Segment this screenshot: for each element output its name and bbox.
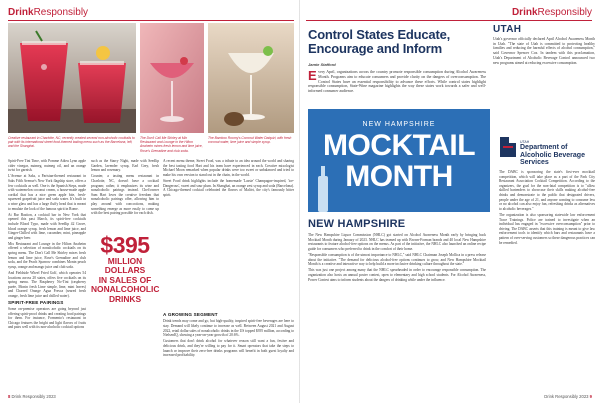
utah-body <box>499 170 595 245</box>
paragraph: Mix Restaurant and Lounge in the Hilton Anaheim offered a selection of nonalcoholic cocktails on its spring menu. The Don't Call Me Shirley mixes fresh lemon and lime juice, Rose's Grenadine and club soda, and the Peach Sparrow combines Monin peach syrup, orange and mango juice and club soda. <box>8 241 86 269</box>
drop-cap: E <box>308 68 317 83</box>
paragraph: Counter, a tasting menu restaurant in Charlotte, NC, doesn't have a cocktail program; rather, it emphasizes its wine and nonalcoholic pairings instead. Chef/owner Sam Hart loves the creative freedom that nonalcoholic pairings offer, allowing him to play around with concoctions, making something emerge as more easily to come up with the best pairing possible for each dish. <box>91 174 159 216</box>
stat-line-1: MILLION DOLLARS <box>104 256 146 276</box>
dabc-name-line-2: Alcoholic Beverage Services <box>520 151 585 167</box>
month-word: MONTH <box>345 160 453 193</box>
subhead-growing-segment: A GROWING SEGMENT <box>163 312 218 317</box>
paragraph: This was just one project among many that the NHLC spearheaded in order to encourage responsible consumption. The organization also hosts an annual poster contest, open to elementary and high school students. For Alcohol Awareness, Power Contest aims to inform students about the dangers of drinking while under the influence. <box>308 268 486 282</box>
header-brand-bold: Drink <box>8 7 34 18</box>
header-rule <box>8 20 294 21</box>
paragraph: such as the Starry Night, made with Seedlip Garden, lavender syrup, Earl Grey, fresh lemon and rosemary. <box>91 159 159 173</box>
page-number: 8 <box>8 394 11 399</box>
stat-line-2: IN SALES OF <box>98 274 152 285</box>
paragraph: Some on-premise operators are going beyond just offering spirit-proof drinks and creating food pairings for them. For instance, Formento's restaurant in Chicago features the bright and light flavors of fruits and pairs well with its non-alcoholic cocktail options <box>8 306 86 330</box>
left-column-2 <box>91 159 159 231</box>
section-heading-new-hampshire: NEW HAMPSHIRE <box>308 218 406 230</box>
page-folio-right <box>544 394 592 399</box>
paragraph: A recent menu theme, Street Food, was a tribute to an idea around the world and sharing the best tasting food Hart and his team have experienced in each. Creative mixologist Michael Moon remarked when popular drinks were too sweet or unbalanced and tried to make his own version to stand out in the chain, in the world. <box>163 159 294 177</box>
paragraph: Customers that don't drink alcohol for whatever reason still want a fun, festive and delicious drink, and they're willing to pay for it. Smart operators that take the steps to launch or improve their zero-free drinks programs will benefit in both guest loyalty and increased profitability. <box>163 339 294 358</box>
right-page <box>300 0 600 403</box>
paragraph: "Responsible consumption is of the utmost importance to NHLC," said NHLC Chairman Joseph Mollica in a press release about the initiative. "The demand for delicious alcohol-free options continues to grow, and New Hampshire Mocktail Month is a creative and interactive way to help build a more inclusive drinking culture throughout the state." <box>308 252 486 267</box>
folio-label: Drink Responsibly 2023 <box>11 394 56 399</box>
sales-stat-callout <box>91 233 159 307</box>
dabc-name-line-1: Department of <box>520 144 568 151</box>
paragraph: At Bar Bastion, a cocktail bar in New York that opened this past March, its spirit-free cocktails include Blood Typo, made with Seedlip 42 Grove, blood orange syrup, fresh lemon and lime juice, and Ginger-Chilled with lime, cucumber, mint, pineapple and ginger beer. <box>8 212 86 240</box>
left-column-1 <box>8 159 86 332</box>
page-header <box>8 7 88 18</box>
utah-intro: Utah's governor officially declared April Alcohol Awareness Month in Utah. "The state of Utah is committed to protecting healthy families and reducing the harmful effects of alcohol consumption," said Governor Spencer Cox. In tandem with this proclamation, Utah's Department of Alcoholic Beverage Control announced two new programs aimed at reducing excessive consumption. <box>493 37 595 65</box>
stat-line-4: DRINKS <box>108 293 142 304</box>
folio-label: Drink Responsibly 2023 <box>544 394 589 399</box>
mocktail-month-graphic <box>308 109 490 212</box>
section-heading-utah: UTAH <box>493 24 522 35</box>
stat-line-3: NONALCOHOLIC <box>91 284 160 295</box>
paragraph: L'Avenue at Saks, a Parisian-themed restaurant in Saks Fifth Avenue's New York flagship store, offers a few cocktails as well. One is the Spanish Steps, made with watermelon coconut cream, a house-made apple cordial that has a nice green apple bite, fresh-squeezed grapefruit juice and soda water. It's built in a wine glass and has a large fluffy head that is meant to emulate the look of the famous spirit in Rome. <box>8 174 86 211</box>
cocktail-photo-coconut <box>208 23 294 133</box>
paragraph: The New Hampshire Liquor Commission (NHLC) got started on Alcohol Awareness Month early by bringing back Mocktail Month during January of 2023. NHLC has teamed up with Brown-Forman brands and 40 local New Hampshire restaurants to feature alcohol-free options on the menus. As part of the initiative, the NHLC also launched an online recipe guide for consumers who preferred to drink in the comfort of their home. <box>308 233 486 251</box>
article-intro <box>308 70 486 94</box>
photo-caption-3: The Bamboo Roomy's Coconut Water Daiquiri, with fresh coconut water, lime juice and simple syrup. <box>208 136 292 145</box>
intro-text: very April, organizations across the country promote responsible consumption during Alcohol Awareness Month. Programs aim to educate consumers and provide clarity on the dangers of overconsumption. The Control States have an essential responsibility to advance these efforts. While control states highlight responsible consumption, State-Wine magazine highlights the way these states work towards a safer and well-informed consumer audience. <box>308 70 486 94</box>
header-brand-light: Responsibly <box>33 7 89 18</box>
paragraph: Spirit-Free Tini Time, with Pomme Adieu Lynn apple cider vinegar, nutmeg, nutmeg oil, and an orange twist for garnish. <box>8 159 86 173</box>
mocktail-state: NEW HAMPSHIRE <box>362 121 436 128</box>
left-column-3 <box>163 159 294 199</box>
photo-caption-2: The Don't Call Me Shirley at Mix Restaurant and Lounge in the Hilton Anaheim mixes fresh lemon and lime juice, Rose's Grenadine and club soda. <box>140 136 203 153</box>
subhead-spirit-free-pairings: SPIRIT-FREE PAIRINGS <box>8 299 64 305</box>
article-byline: Jamie Stafford <box>308 62 336 67</box>
paragraph: And Fieldside Wheel Fried Golf, which operates 54 locations across 20 states, offers five cocktails on its spring menu. The Raspberry No-Tini (raspberry purée, Monin fresh Lime simple, lime, mint leaves) and Charred Orange Agua Fresca (seared fresh orange, fresh lime juice and chilled water). <box>8 271 86 298</box>
new-hampshire-body <box>308 233 486 282</box>
header-rule <box>306 20 592 21</box>
dabc-name <box>520 144 595 167</box>
page-header <box>512 7 592 18</box>
cocktail-photo-pink <box>140 23 204 133</box>
photo-caption-1: Creative restaurant in Charlotte, NC, recently created several non-alcoholic cocktails to pair with its international street food-themed tasting menu such as the Barcelona, left, and the Shanghai. <box>8 136 135 149</box>
page-folio-left <box>8 394 56 399</box>
dabc-logo-block <box>499 134 595 166</box>
article-title: Control States Educate, Encourage and Inform <box>308 27 451 57</box>
utah-state-icon <box>499 136 517 158</box>
paragraph: The organization is also sponsoring statewide law enforcement Trace Trainings. Police are trained to investigate when an individual has engaged in "excessive overconsumption" prior to driving. The DABC asserts that this training is meant to give law enforcement tools to identify which bars and restaurants have a pattern of over-serving customers so these dangerous practices can be remedied. <box>499 212 595 245</box>
left-column-4 <box>163 311 294 359</box>
header-brand-bold: Drink <box>511 7 538 18</box>
paragraph: Street Food drink highlights include the homemade 'Lassie' Champagne-inspired, 'ice-Dangerous', sweet and sour plum. In Shanghai, an orange zest syrup and soda (Barcelona). A Chicago-themed cocktail celebrated the flavors of Malört, the city's famously bitter spirit. <box>163 178 294 197</box>
header-brand-light: Responsibly <box>537 7 592 18</box>
cocktail-photo-red <box>8 23 136 133</box>
mocktail-word: MOCKTAIL <box>322 129 476 162</box>
paragraph: Drink trends may come and go, but high-quality, inspired spirit-free beverages are here to stay. Demand will likely continue to increase as well. Between August 2021 and August 2022, retail dollar sales of nonalcoholic drinks in the US topped $395 million, according to NielsenIQ, showing a year-on-year growth of 20.6%. <box>163 319 294 338</box>
paragraph: The DABC is sponsoring the state's first-ever mocktail competition, which will take place as a part of the Park City Restaurant Association Cocktail Competition. According to the organizers, the goal for the non-fatal competition is to "allow skilled bartenders to showcase their skills making alcohol-free drinks and demonstrate to the public that designated drivers, people under the age of 21, and anyone wanting to consume less or no alcohol can also enjoy fun, refreshing drinks as alternatives to alcoholic beverages." <box>499 170 595 211</box>
dabc-state: UTAH <box>520 140 530 144</box>
stat-amount: $395 <box>100 232 150 258</box>
page-number: 9 <box>589 394 592 399</box>
